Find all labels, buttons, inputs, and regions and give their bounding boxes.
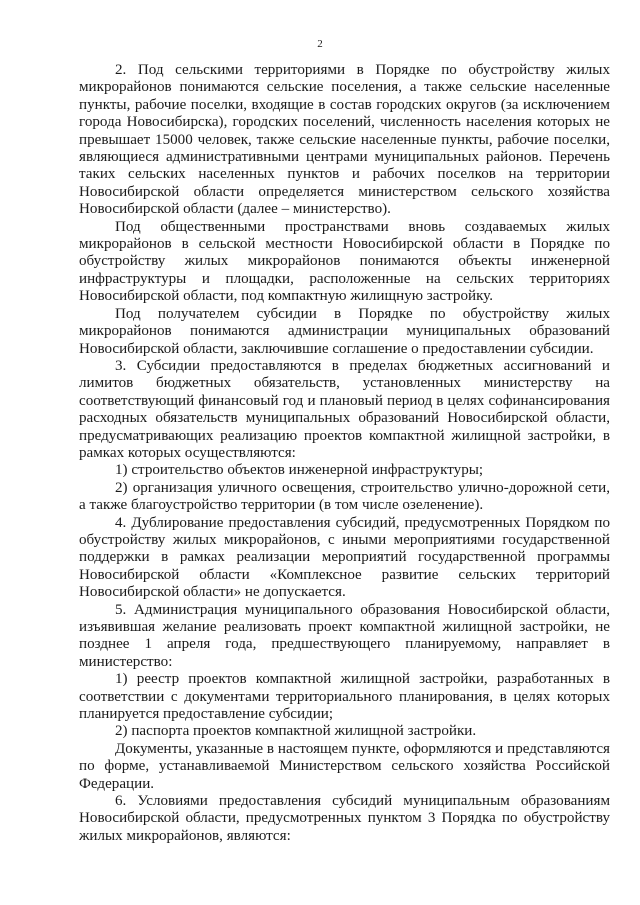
- list-item-infrastructure: 1) строительство объектов инженерной инфраструктуры;: [115, 462, 484, 479]
- list-item-lighting-roads: 2) организация уличного освещения, строительство улично-дорожной сети, а также благоустройство территории (в том числе озеленение).: [79, 479, 610, 514]
- paragraph-item-6-conditions: 6. Условиями предоставления субсидий муниципальным образованиям Новосибирской области, предусмотренных пунктом 3 Порядка по обустройству жилых микрорайонов, являются:: [79, 793, 610, 844]
- paragraph-item-5-administration: 5. Администрация муниципального образования Новосибирской области, изъявившая желание реализовать проект компактной жилищной застройки, не позднее 1 апреля года, предшествующего планируемому, направляет в министерство:: [79, 601, 610, 670]
- paragraph-public-spaces: Под общественными пространствами вновь создаваемых жилых микрорайонов в сельской местности Новосибирской области в Порядке по обустройству жилых микрорайонов понимаются объекты инженерной инфраструктуры и площадки, расположенные на сельских территориях Новосибирской области, под компактную жилищную застройку.: [79, 218, 610, 305]
- paragraph-item-3-subsidies: 3. Субсидии предоставляются в пределах бюджетных ассигнований и лимитов бюджетных обязательств, установленных министерству на соответствующий финансовый год и плановый период в целях софинансирования расходных обязательств муниципальных образований Новосибирской области, предусматривающих реализацию проектов компактной жилищной застройки, в рамках которых осуществляются:: [79, 357, 610, 461]
- document-body: [79, 62, 610, 845]
- paragraph-item-4-duplication: 4. Дублирование предоставления субсидий, предусмотренных Порядком по обустройству жилых микрорайонов, с иными мероприятиями государственной поддержки в рамках реализации мероприятий государственной программы Новосибирской области «Комплексное развитие сельских территорий Новосибирской области» не допускается.: [79, 514, 610, 601]
- paragraph-item-2-rural-territories: 2. Под сельскими территориями в Порядке по обустройству жилых микрорайонов понимаются сельские поселения, а также сельские населенные пункты, рабочие поселки, входящие в состав городских округов (за исключением города Новосибирска), городских поселений, численность населения которых не превышает 15000 человек, также сельские населенные пункты, рабочие поселки, являющиеся административными центрами муниципальных районов. Перечень таких сельских населенных пунктов и рабочих поселков на территории Новосибирской области определяется министерством сельского хозяйства Новосибирской области (далее – министерство).: [79, 62, 610, 218]
- page-number: 2: [317, 38, 323, 50]
- paragraph-documents-form: Документы, указанные в настоящем пункте, оформляются и представляются по форме, устанавливаемой Министерством сельского хозяйства Российской Федерации.: [79, 740, 610, 792]
- paragraph-subsidy-recipient: Под получателем субсидии в Порядке по обустройству жилых микрорайонов понимаются администрации муниципальных образований Новосибирской области, заключившие соглашение о предоставлении субсидии.: [79, 305, 610, 357]
- list-item-project-passports: 2) паспорта проектов компактной жилищной застройки.: [115, 723, 477, 740]
- list-item-project-registry: 1) реестр проектов компактной жилищной застройки, разработанных в соответствии с документами территориального планирования, в целях которых планируется предоставление субсидии;: [79, 671, 610, 723]
